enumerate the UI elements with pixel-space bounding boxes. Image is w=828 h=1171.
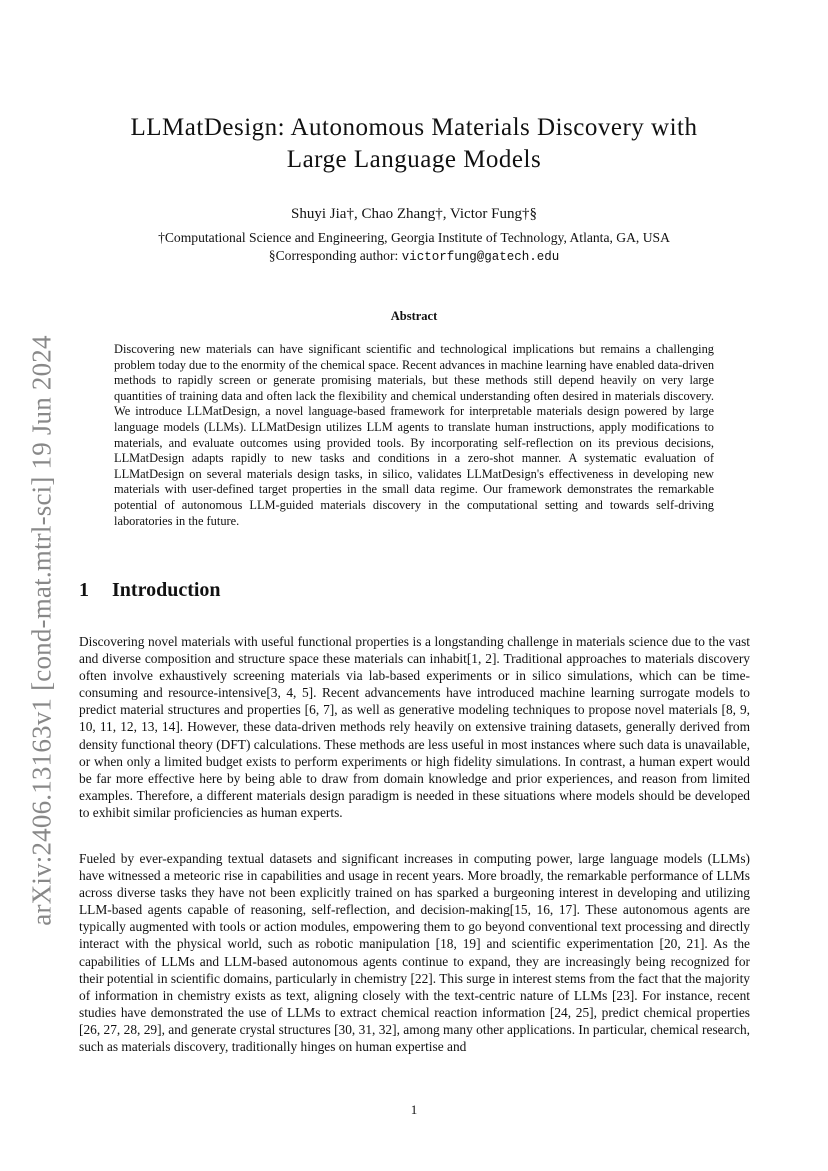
section-heading — [79, 579, 221, 602]
paper-title — [0, 112, 828, 176]
abstract-text: Discovering new materials can have significant scientific and technological implications but remains a challenging problem today due to the enormity of the chemical space. Recent advances in machine learning have enabled data-driven methods to rapidly screen or generate promising materials, but these methods still depend heavily on very large quantities of training data and often lack the flexibility and chemical understanding often desired in materials discovery. We introduce LLMatDesign, a novel language-based framework for interpretable materials design powered by large language models (LLMs). LLMatDesign utilizes LLM agents to translate human instructions, apply modifications to materials, and evaluate outcomes using provided tools. By incorporating self-reflection on its previous decisions, LLMatDesign adapts rapidly to new tasks and conditions in a zero-shot manner. A systematic evaluation of LLMatDesign on several materials design tasks, in silico, validates LLMatDesign's effectiveness in developing new materials with user-defined target properties in the small data regime. Our framework demonstrates the remarkable potential of autonomous LLM-guided materials discovery in the computational setting and towards self-driving laboratories in the future. — [114, 342, 715, 528]
arxiv-identifier: arXiv:2406.13163v1 [cond-mat.mtrl-sci] 19 Jun 2024 — [26, 334, 57, 926]
arxiv-sidebar — [24, 320, 60, 940]
title-line-1: LLMatDesign: Autonomous Materials Discovery with — [130, 114, 698, 141]
intro-paragraph-1: Discovering novel materials with useful functional properties is a longstanding challenge in materials science due to the vast and diverse composition and structure space these materials can inhabit[1, 2]. Traditional approaches to materials discovery often involve exhaustively screening materials via lab-based experiments or in silico simulations, which can be time-consuming and resource-intensive[3, 4, 5]. Recent advancements have introduced machine learning surrogate models to predict material structures and properties [6, 7], as well as generative modeling techniques to propose novel materials [8, 9, 10, 11, 12, 13, 14]. However, these data-driven methods rely heavily on extensive training datasets, generally derived from density functional theory (DFT) calculations. These methods are less useful in most instances where such data is unavailable, or when only a limited budget exists to perform experiments or high fidelity simulations. In contrast, a human expert would be far more effective here by being able to draw from domain knowledge and prior experiences, and reason from limited examples. Therefore, a different materials design paradigm is needed in these situations where models should be developed to exhibit similar proficiencies as human experts. — [79, 634, 750, 820]
section-number: 1 — [79, 579, 89, 601]
corresponding-email[interactable]: victorfung@gatech.edu — [401, 250, 560, 264]
affiliation-block — [0, 229, 828, 266]
abstract-heading: Abstract — [390, 309, 438, 323]
affiliation: †Computational Science and Engineering, Georgia Institute of Technology, Atlanta, GA, USA — [158, 230, 670, 245]
section-title: Introduction — [112, 579, 221, 601]
title-line-2: Large Language Models — [286, 146, 542, 173]
corresponding-author — [0, 247, 828, 266]
intro-paragraph-2: Fueled by ever-expanding textual datasets and significant increases in computing power, large language models (LLMs) have witnessed a meteoric rise in capabilities and usage in recent years. More broadly, the remarkable performance of LLMs across diverse tasks they have not been explicitly trained on has sparked a burgeoning interest in developing and utilizing LLM-based agents capable of reasoning, self-reflection, and decision-making[15, 16, 17]. These autonomous agents are typically augmented with tools or action modules, empowering them to go beyond conventional text processing and directly interact with the physical world, such as robotic manipulation [18, 19] and scientific experimentation [20, 21]. As the capabilities of LLMs and LLM-based autonomous agents continue to expand, they are increasingly being recognized for their potential in scientific domains, particularly in chemistry [22]. This surge in interest stems from the fact that the majority of information in chemistry exists as text, aligning closely with the text-centric nature of LLMs [23]. For instance, recent studies have demonstrated the use of LLMs to extract chemical reaction information [24, 25], predict chemical properties [26, 27, 28, 29], and generate crystal structures [30, 31, 32], among many other applications. In particular, chemical research, such as materials discovery, traditionally hinges on human expertise and — [79, 851, 750, 1055]
page-number: 1 — [410, 1102, 418, 1117]
corresponding-label: §Corresponding author: — [268, 248, 402, 263]
author-list: Shuyi Jia†, Chao Zhang†, Victor Fung†§ — [291, 206, 537, 222]
